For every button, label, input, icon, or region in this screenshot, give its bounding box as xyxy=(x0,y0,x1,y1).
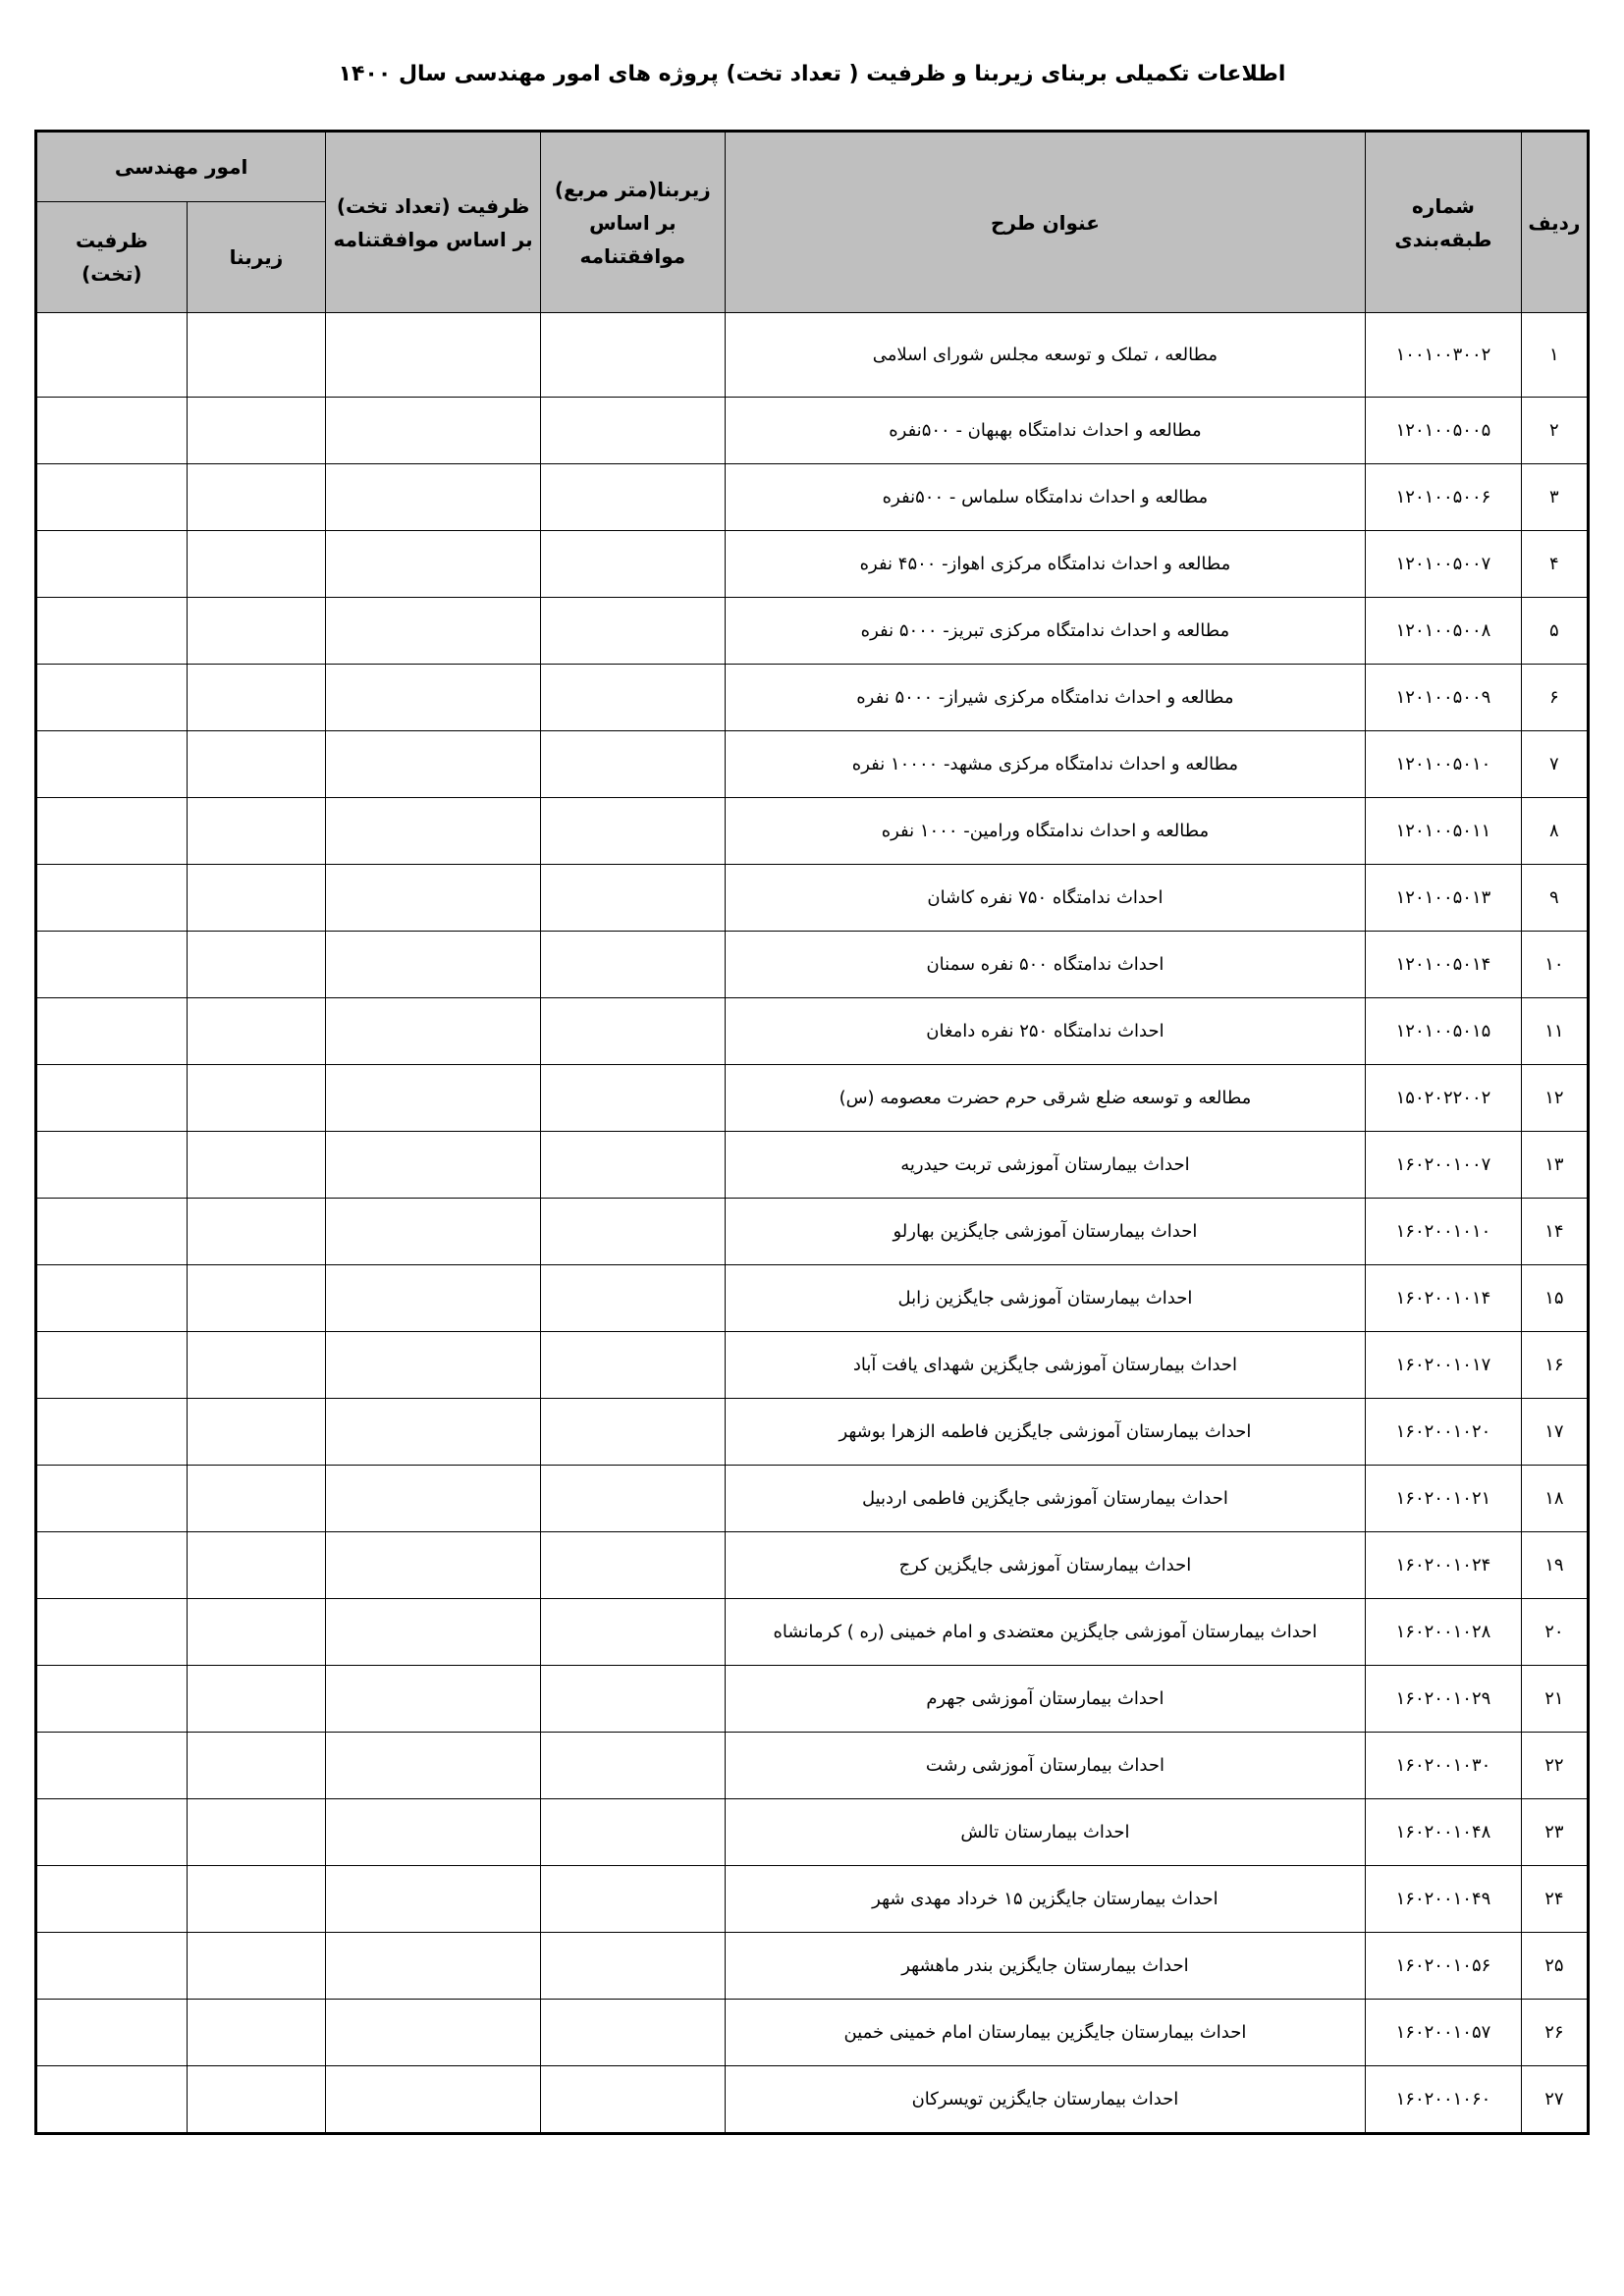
cell-row-number: ۱۸ xyxy=(1521,1466,1588,1532)
cell-row-number: ۲۰ xyxy=(1521,1599,1588,1666)
cell-engineering-capacity xyxy=(36,798,188,865)
table-row xyxy=(36,1799,1589,1866)
cell-engineering-area xyxy=(187,1265,326,1332)
cell-classification-code: ۱۲۰۱۰۰۵۰۱۴ xyxy=(1366,932,1522,998)
cell-classification-code: ۱۶۰۲۰۰۱۰۲۰ xyxy=(1366,1399,1522,1466)
header-classification-code xyxy=(1366,132,1522,313)
cell-capacity xyxy=(326,598,541,665)
table-header xyxy=(36,132,1589,313)
cell-capacity xyxy=(326,1733,541,1799)
cell-engineering-area xyxy=(187,798,326,865)
projects-table xyxy=(34,130,1590,2135)
table-row xyxy=(36,1599,1589,1666)
cell-project-title: احداث بیمارستان تالش xyxy=(725,1799,1365,1866)
cell-classification-code: ۱۲۰۱۰۰۵۰۱۳ xyxy=(1366,865,1522,932)
cell-capacity xyxy=(326,398,541,464)
cell-row-number: ۲۶ xyxy=(1521,2000,1588,2066)
cell-project-title: احداث ندامتگاه ۲۵۰ نفره دامغان xyxy=(725,998,1365,1065)
table-row xyxy=(36,398,1589,464)
table-row xyxy=(36,1199,1589,1265)
cell-row-number: ۵ xyxy=(1521,598,1588,665)
cell-row-number: ۷ xyxy=(1521,731,1588,798)
cell-capacity xyxy=(326,798,541,865)
cell-engineering-capacity xyxy=(36,531,188,598)
cell-engineering-capacity xyxy=(36,464,188,531)
cell-classification-code: ۱۶۰۲۰۰۱۰۳۰ xyxy=(1366,1733,1522,1799)
cell-area xyxy=(540,731,725,798)
cell-area xyxy=(540,531,725,598)
cell-classification-code: ۱۲۰۱۰۰۵۰۰۶ xyxy=(1366,464,1522,531)
cell-engineering-capacity xyxy=(36,1532,188,1599)
cell-engineering-capacity xyxy=(36,1666,188,1733)
cell-engineering-area xyxy=(187,1666,326,1733)
cell-project-title: مطالعه و احداث ندامتگاه مرکزی شیراز- ۵۰۰۰ نفره xyxy=(725,665,1365,731)
table-row xyxy=(36,2066,1589,2134)
cell-area xyxy=(540,598,725,665)
cell-capacity xyxy=(326,932,541,998)
cell-classification-code: ۱۶۰۲۰۰۱۰۵۶ xyxy=(1366,1933,1522,2000)
cell-project-title: احداث بیمارستان جایگزین بندر ماهشهر xyxy=(725,1933,1365,2000)
cell-engineering-capacity xyxy=(36,1132,188,1199)
cell-project-title: احداث بیمارستان آموزشی جایگزین فاطمه الزهرا بوشهر xyxy=(725,1399,1365,1466)
cell-project-title: احداث ندامتگاه ۵۰۰ نفره سمنان xyxy=(725,932,1365,998)
cell-row-number: ۱۱ xyxy=(1521,998,1588,1065)
cell-area xyxy=(540,398,725,464)
cell-area xyxy=(540,1866,725,1933)
header-code-line2: طبقه‌بندی xyxy=(1394,227,1492,251)
cell-engineering-area xyxy=(187,1599,326,1666)
cell-row-number: ۱۴ xyxy=(1521,1199,1588,1265)
cell-capacity xyxy=(326,531,541,598)
cell-classification-code: ۱۲۰۱۰۰۵۰۱۰ xyxy=(1366,731,1522,798)
cell-project-title: احداث بیمارستان آموزشی جایگزین بهارلو xyxy=(725,1199,1365,1265)
table-row xyxy=(36,1065,1589,1132)
cell-classification-code: ۱۶۰۲۰۰۱۰۰۷ xyxy=(1366,1132,1522,1199)
cell-project-title: احداث بیمارستان آموزشی جایگزین فاطمی اردبیل xyxy=(725,1466,1365,1532)
cell-engineering-capacity xyxy=(36,1265,188,1332)
cell-classification-code: ۱۲۰۱۰۰۵۰۰۵ xyxy=(1366,398,1522,464)
cell-project-title: احداث بیمارستان آموزشی جایگزین زابل xyxy=(725,1265,1365,1332)
table-row xyxy=(36,665,1589,731)
cell-area xyxy=(540,932,725,998)
cell-row-number: ۲۵ xyxy=(1521,1933,1588,2000)
table-row xyxy=(36,598,1589,665)
cell-project-title: مطالعه و احداث ندامتگاه ورامین- ۱۰۰۰ نفره xyxy=(725,798,1365,865)
cell-row-number: ۲ xyxy=(1521,398,1588,464)
cell-classification-code: ۱۶۰۲۰۰۱۰۴۹ xyxy=(1366,1866,1522,1933)
cell-project-title: مطالعه و احداث ندامتگاه مرکزی مشهد- ۱۰۰۰۰ نفره xyxy=(725,731,1365,798)
cell-project-title: احداث بیمارستان جایگزین بیمارستان امام خمینی خمین xyxy=(725,2000,1365,2066)
cell-capacity xyxy=(326,865,541,932)
cell-classification-code: ۱۶۰۲۰۰۱۰۶۰ xyxy=(1366,2066,1522,2134)
cell-project-title: احداث بیمارستان آموزشی جایگزین شهدای یافت آباد xyxy=(725,1332,1365,1399)
cell-capacity xyxy=(326,1466,541,1532)
cell-engineering-capacity xyxy=(36,998,188,1065)
cell-row-number: ۱۲ xyxy=(1521,1065,1588,1132)
cell-area xyxy=(540,464,725,531)
cell-row-number: ۱۹ xyxy=(1521,1532,1588,1599)
cell-project-title: مطالعه ، تملک و توسعه مجلس شورای اسلامی xyxy=(725,313,1365,398)
cell-project-title: احداث ندامتگاه ۷۵۰ نفره کاشان xyxy=(725,865,1365,932)
cell-engineering-area xyxy=(187,1132,326,1199)
cell-engineering-capacity xyxy=(36,665,188,731)
table-row xyxy=(36,932,1589,998)
cell-engineering-area xyxy=(187,1199,326,1265)
table-row xyxy=(36,731,1589,798)
cell-project-title: احداث بیمارستان آموزشی رشت xyxy=(725,1733,1365,1799)
table-row xyxy=(36,2000,1589,2066)
cell-classification-code: ۱۰۰۱۰۰۳۰۰۲ xyxy=(1366,313,1522,398)
cell-engineering-capacity xyxy=(36,1065,188,1132)
table-row xyxy=(36,865,1589,932)
table-row xyxy=(36,1132,1589,1199)
cell-engineering-area xyxy=(187,865,326,932)
cell-engineering-area xyxy=(187,1065,326,1132)
cell-engineering-capacity xyxy=(36,932,188,998)
cell-engineering-area xyxy=(187,1799,326,1866)
header-area-line2: بر اساس موافقتنامه xyxy=(579,210,686,268)
cell-capacity xyxy=(326,1532,541,1599)
header-area-line1: زیربنا(متر مربع) xyxy=(554,177,711,201)
cell-area xyxy=(540,1733,725,1799)
cell-capacity xyxy=(326,1132,541,1199)
table-row xyxy=(36,1265,1589,1332)
cell-engineering-area xyxy=(187,665,326,731)
cell-capacity xyxy=(326,1666,541,1733)
cell-engineering-area xyxy=(187,998,326,1065)
cell-engineering-capacity xyxy=(36,1466,188,1532)
cell-classification-code: ۱۲۰۱۰۰۵۰۱۱ xyxy=(1366,798,1522,865)
cell-engineering-area xyxy=(187,1733,326,1799)
cell-row-number: ۸ xyxy=(1521,798,1588,865)
cell-engineering-area xyxy=(187,731,326,798)
table-row xyxy=(36,1399,1589,1466)
cell-capacity xyxy=(326,313,541,398)
cell-engineering-area xyxy=(187,1532,326,1599)
cell-engineering-capacity xyxy=(36,1866,188,1933)
cell-area xyxy=(540,1265,725,1332)
cell-engineering-capacity xyxy=(36,598,188,665)
cell-capacity xyxy=(326,1599,541,1666)
table-row xyxy=(36,798,1589,865)
cell-project-title: مطالعه و توسعه ضلع شرقی حرم حضرت معصومه (س) xyxy=(725,1065,1365,1132)
cell-project-title: مطالعه و احداث ندامتگاه سلماس - ۵۰۰نفره xyxy=(725,464,1365,531)
cell-row-number: ۲۲ xyxy=(1521,1733,1588,1799)
header-capacity xyxy=(326,132,541,313)
header-engineering-group: امور مهندسی xyxy=(36,132,326,202)
cell-engineering-area xyxy=(187,598,326,665)
table-row xyxy=(36,1866,1589,1933)
table-row xyxy=(36,1666,1589,1733)
header-capacity-line1: ظرفیت (تعداد تخت) xyxy=(336,193,530,218)
cell-area xyxy=(540,1065,725,1132)
cell-classification-code: ۱۶۰۲۰۰۱۰۲۹ xyxy=(1366,1666,1522,1733)
table-row xyxy=(36,1532,1589,1599)
cell-engineering-capacity xyxy=(36,1933,188,2000)
cell-row-number: ۹ xyxy=(1521,865,1588,932)
cell-engineering-area xyxy=(187,313,326,398)
cell-classification-code: ۱۲۰۱۰۰۵۰۱۵ xyxy=(1366,998,1522,1065)
cell-classification-code: ۱۲۰۱۰۰۵۰۰۸ xyxy=(1366,598,1522,665)
cell-row-number: ۱۵ xyxy=(1521,1265,1588,1332)
table-row xyxy=(36,313,1589,398)
cell-classification-code: ۱۶۰۲۰۰۱۰۱۰ xyxy=(1366,1199,1522,1265)
header-engineering-capacity: ظرفیت (تخت) xyxy=(36,202,188,313)
header-area xyxy=(540,132,725,313)
cell-engineering-area xyxy=(187,2066,326,2134)
cell-classification-code: ۱۶۰۲۰۰۱۰۲۱ xyxy=(1366,1466,1522,1532)
cell-row-number: ۱۷ xyxy=(1521,1399,1588,1466)
cell-project-title: احداث بیمارستان آموزشی تربت حیدریه xyxy=(725,1132,1365,1199)
cell-area xyxy=(540,1532,725,1599)
cell-project-title: مطالعه و احداث ندامتگاه مرکزی اهواز- ۴۵۰۰ نفره xyxy=(725,531,1365,598)
cell-engineering-area xyxy=(187,1399,326,1466)
cell-row-number: ۶ xyxy=(1521,665,1588,731)
cell-engineering-capacity xyxy=(36,1599,188,1666)
cell-engineering-area xyxy=(187,1332,326,1399)
cell-classification-code: ۱۶۰۲۰۰۱۰۵۷ xyxy=(1366,2000,1522,2066)
cell-engineering-area xyxy=(187,932,326,998)
cell-engineering-area xyxy=(187,1933,326,2000)
cell-engineering-area xyxy=(187,2000,326,2066)
header-row-number: ردیف xyxy=(1521,132,1588,313)
cell-engineering-area xyxy=(187,398,326,464)
cell-engineering-capacity xyxy=(36,1733,188,1799)
cell-engineering-area xyxy=(187,464,326,531)
cell-engineering-area xyxy=(187,1466,326,1532)
cell-area xyxy=(540,1332,725,1399)
cell-capacity xyxy=(326,2000,541,2066)
cell-capacity xyxy=(326,1799,541,1866)
cell-engineering-area xyxy=(187,531,326,598)
cell-area xyxy=(540,865,725,932)
cell-capacity xyxy=(326,2066,541,2134)
cell-project-title: مطالعه و احداث ندامتگاه بهبهان - ۵۰۰نفره xyxy=(725,398,1365,464)
table-body xyxy=(36,313,1589,2134)
header-capacity-line2: بر اساس موافقتنامه xyxy=(333,227,533,251)
cell-engineering-capacity xyxy=(36,313,188,398)
table-row xyxy=(36,1933,1589,2000)
cell-area xyxy=(540,1599,725,1666)
cell-classification-code: ۱۶۰۲۰۰۱۰۲۴ xyxy=(1366,1532,1522,1599)
cell-engineering-capacity xyxy=(36,731,188,798)
table-row xyxy=(36,531,1589,598)
cell-project-title: احداث بیمارستان جایگزین ۱۵ خرداد مهدی شهر xyxy=(725,1866,1365,1933)
cell-engineering-area xyxy=(187,1866,326,1933)
cell-row-number: ۱۶ xyxy=(1521,1332,1588,1399)
cell-area xyxy=(540,2066,725,2134)
cell-project-title: مطالعه و احداث ندامتگاه مرکزی تبریز- ۵۰۰۰ نفره xyxy=(725,598,1365,665)
header-engineering-area: زیربنا xyxy=(187,202,326,313)
cell-row-number: ۳ xyxy=(1521,464,1588,531)
cell-area xyxy=(540,1466,725,1532)
cell-area xyxy=(540,2000,725,2066)
table-row xyxy=(36,464,1589,531)
cell-engineering-capacity xyxy=(36,1399,188,1466)
cell-capacity xyxy=(326,998,541,1065)
cell-engineering-capacity xyxy=(36,865,188,932)
cell-engineering-capacity xyxy=(36,1199,188,1265)
cell-engineering-capacity xyxy=(36,2000,188,2066)
cell-area xyxy=(540,998,725,1065)
cell-row-number: ۲۱ xyxy=(1521,1666,1588,1733)
cell-engineering-capacity xyxy=(36,2066,188,2134)
cell-area xyxy=(540,1399,725,1466)
cell-capacity xyxy=(326,464,541,531)
cell-classification-code: ۱۶۰۲۰۰۱۰۲۸ xyxy=(1366,1599,1522,1666)
cell-area xyxy=(540,798,725,865)
cell-capacity xyxy=(326,1399,541,1466)
cell-row-number: ۱۳ xyxy=(1521,1132,1588,1199)
cell-classification-code: ۱۶۰۲۰۰۱۰۴۸ xyxy=(1366,1799,1522,1866)
cell-project-title: احداث بیمارستان آموزشی جایگزین معتضدی و امام خمینی (ره ) کرمانشاه xyxy=(725,1599,1365,1666)
cell-capacity xyxy=(326,1065,541,1132)
cell-area xyxy=(540,1132,725,1199)
cell-capacity xyxy=(326,1199,541,1265)
cell-classification-code: ۱۶۰۲۰۰۱۰۱۷ xyxy=(1366,1332,1522,1399)
cell-row-number: ۲۴ xyxy=(1521,1866,1588,1933)
page-title: اطلاعات تکمیلی بربنای زیربنا و ظرفیت ( تعداد تخت) پروژه های امور مهندسی سال ۱۴۰۰ xyxy=(338,62,1286,86)
cell-project-title: احداث بیمارستان آموزشی جایگزین کرج xyxy=(725,1532,1365,1599)
cell-area xyxy=(540,1199,725,1265)
cell-area xyxy=(540,665,725,731)
cell-classification-code: ۱۵۰۲۰۲۲۰۰۲ xyxy=(1366,1065,1522,1132)
table-row xyxy=(36,1466,1589,1532)
table-row xyxy=(36,1733,1589,1799)
cell-row-number: ۲۳ xyxy=(1521,1799,1588,1866)
cell-capacity xyxy=(326,1332,541,1399)
cell-area xyxy=(540,313,725,398)
table-row xyxy=(36,1332,1589,1399)
cell-classification-code: ۱۲۰۱۰۰۵۰۰۹ xyxy=(1366,665,1522,731)
cell-row-number: ۲۷ xyxy=(1521,2066,1588,2134)
cell-capacity xyxy=(326,731,541,798)
cell-area xyxy=(540,1666,725,1733)
header-project-title: عنوان طرح xyxy=(725,132,1365,313)
cell-capacity xyxy=(326,1866,541,1933)
cell-project-title: احداث بیمارستان آموزشی جهرم xyxy=(725,1666,1365,1733)
cell-capacity xyxy=(326,665,541,731)
cell-project-title: احداث بیمارستان جایگزین تویسرکان xyxy=(725,2066,1365,2134)
cell-engineering-capacity xyxy=(36,398,188,464)
cell-classification-code: ۱۶۰۲۰۰۱۰۱۴ xyxy=(1366,1265,1522,1332)
cell-capacity xyxy=(326,1933,541,2000)
cell-row-number: ۱ xyxy=(1521,313,1588,398)
cell-area xyxy=(540,1799,725,1866)
cell-capacity xyxy=(326,1265,541,1332)
header-code-line1: شماره xyxy=(1412,193,1475,218)
cell-area xyxy=(540,1933,725,2000)
cell-engineering-capacity xyxy=(36,1332,188,1399)
cell-row-number: ۱۰ xyxy=(1521,932,1588,998)
cell-engineering-capacity xyxy=(36,1799,188,1866)
cell-classification-code: ۱۲۰۱۰۰۵۰۰۷ xyxy=(1366,531,1522,598)
table-row xyxy=(36,998,1589,1065)
cell-row-number: ۴ xyxy=(1521,531,1588,598)
